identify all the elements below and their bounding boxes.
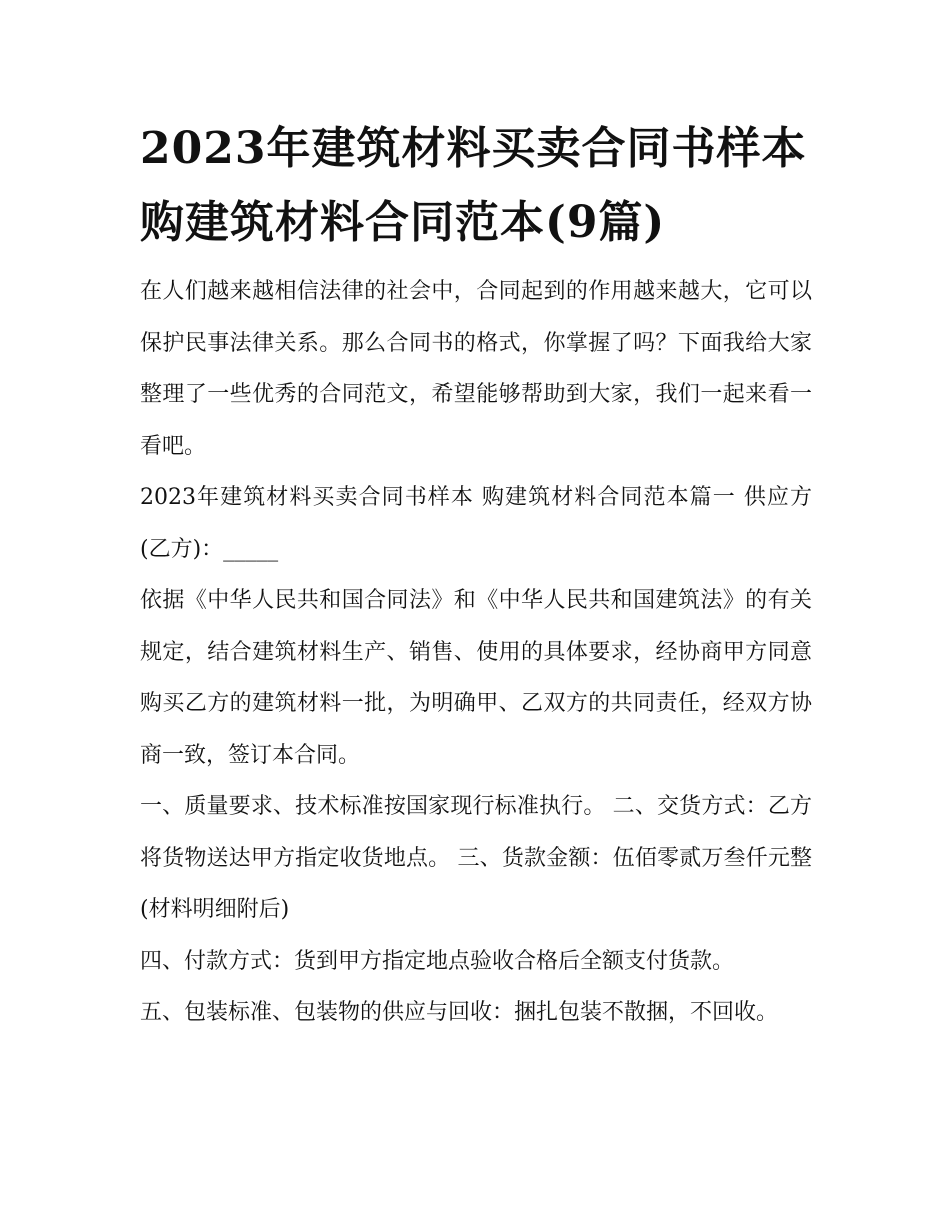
section-heading-paragraph: 2023年建筑材料买卖合同书样本 购建筑材料合同范本篇一 供应方(乙方)：_____ xyxy=(140,485,812,562)
document-page xyxy=(140,112,812,1039)
document-title: 2023年建筑材料买卖合同书样本 购建筑材料合同范本(9篇) xyxy=(140,123,807,248)
clauses-one-to-three-paragraph: 一、质量要求、技术标准按国家现行标准执行。 二、交货方式：乙方将货物送达甲方指定收货地点。 三、货款金额：伍佰零贰万叁仟元整(材料明细附后) xyxy=(140,794,812,922)
clause-five-paragraph: 五、包装标准、包装物的供应与回收：捆扎包装不散捆，不回收。 xyxy=(140,1000,779,1025)
clause-four-paragraph: 四、付款方式：货到甲方指定地点验收合格后全额支付货款。 xyxy=(140,948,735,974)
legal-basis-paragraph: 依据《中华人民共和国合同法》和《中华人民共和国建筑法》的有关规定，结合建筑材料生产、销售、使用的具体要求，经协商甲方同意购买乙方的建筑材料一批，为明确甲、乙双方的共同责任，经双方协商一致，签订本合同。 xyxy=(140,588,812,768)
intro-paragraph: 在人们越来越相信法律的社会中，合同起到的作用越来越大，它可以保护民事法律关系。那么合同书的格式，你掌握了吗？下面我给大家整理了一些优秀的合同范文，希望能够帮助到大家，我们一起来看一看吧。 xyxy=(140,279,812,459)
